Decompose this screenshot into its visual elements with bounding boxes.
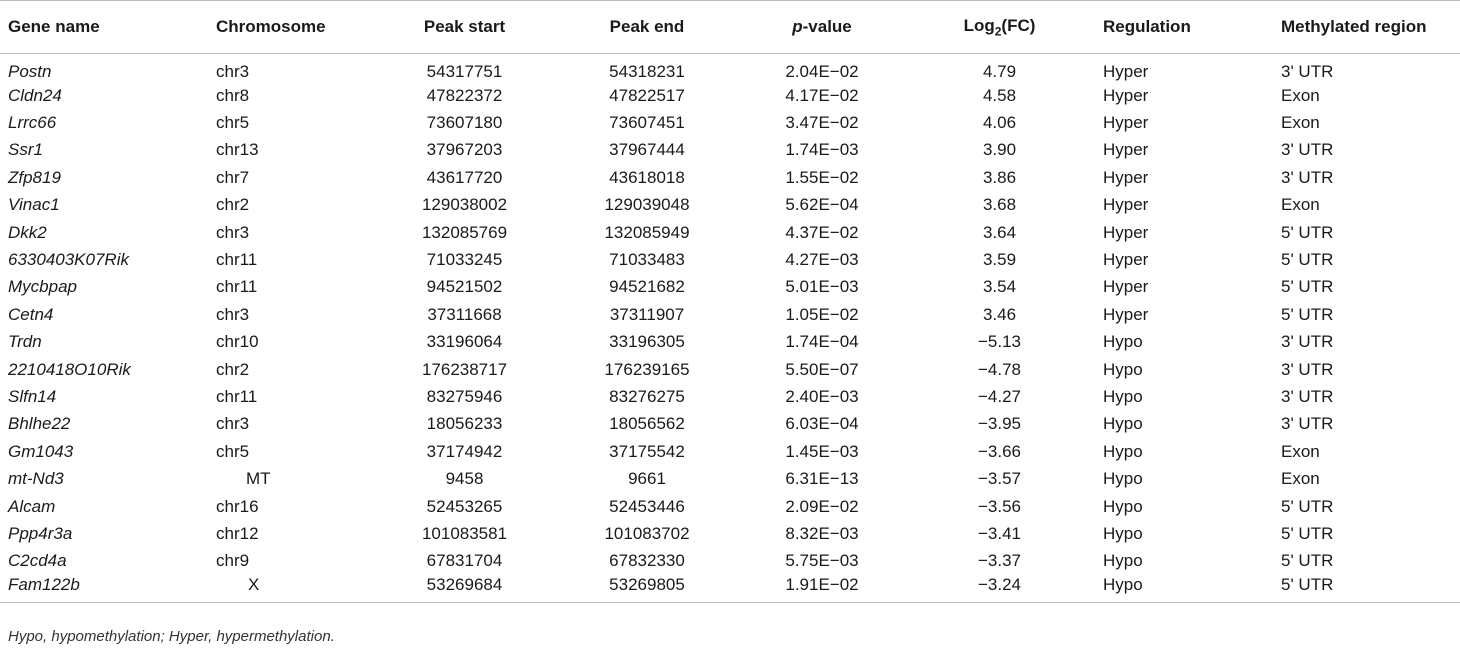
cell-peak-start: 52453265 bbox=[426, 496, 503, 516]
cell-pvalue: 6.31E−13 bbox=[785, 469, 859, 489]
cell-log2fc: 3.59 bbox=[982, 250, 1017, 270]
cell-regulation: Hypo bbox=[1103, 496, 1143, 516]
cell-chromosome: chr12 bbox=[216, 523, 259, 543]
cell-methylated-region: 3' UTR bbox=[1281, 167, 1334, 187]
cell-pvalue: 5.75E−03 bbox=[785, 551, 859, 571]
cell-methylated-region: 5' UTR bbox=[1275, 575, 1460, 602]
cell-pvalue: 1.05E−02 bbox=[785, 304, 859, 324]
cell-gene-name: Slfn14 bbox=[8, 386, 57, 406]
cell-peak-end: 43618018 bbox=[609, 167, 685, 187]
cell-log2fc: 4.58 bbox=[982, 85, 1017, 105]
cell-chromosome: X bbox=[212, 575, 377, 602]
cell-chromosome: chr5 bbox=[216, 113, 250, 133]
table-row bbox=[0, 493, 1460, 520]
cell-peak-end: 33196305 bbox=[609, 332, 685, 352]
cell-peak-start: 94521502 bbox=[426, 277, 503, 297]
table-row bbox=[0, 109, 1460, 136]
cell-log2fc: 3.54 bbox=[982, 277, 1017, 297]
cell-peak-end: 83276275 bbox=[609, 386, 685, 406]
cell-gene-name: Trdn bbox=[8, 332, 42, 352]
cell-peak-end: 37311907 bbox=[609, 304, 685, 324]
header-peak-start: Peak start bbox=[377, 1, 552, 54]
cell-log2fc: 3.90 bbox=[982, 140, 1017, 160]
cell-methylated-region: 5' UTR bbox=[1281, 304, 1334, 324]
cell-methylated-region: 3' UTR bbox=[1281, 140, 1334, 160]
cell-log2fc: −3.37 bbox=[977, 551, 1021, 571]
header-peak-end: Peak end bbox=[552, 1, 742, 54]
cell-peak-start: 33196064 bbox=[426, 332, 503, 352]
table-row bbox=[0, 383, 1460, 410]
cell-regulation: Hyper bbox=[1103, 140, 1149, 160]
cell-gene-name: Zfp819 bbox=[8, 167, 61, 187]
cell-peak-end: 129039048 bbox=[604, 195, 690, 215]
cell-peak-start: 83275946 bbox=[426, 386, 503, 406]
cell-peak-end: 37175542 bbox=[609, 441, 685, 461]
cell-peak-start: 37311668 bbox=[427, 304, 502, 324]
cell-gene-name: Ssr1 bbox=[8, 140, 43, 160]
cell-log2fc: 3.46 bbox=[982, 304, 1017, 324]
cell-peak-start: 9458 bbox=[445, 469, 484, 489]
cell-regulation: Hyper bbox=[1103, 277, 1149, 297]
cell-gene-name: Postn bbox=[8, 62, 52, 81]
cell-pvalue: 2.04E−02 bbox=[785, 62, 859, 81]
cell-peak-start: 37967203 bbox=[426, 140, 503, 160]
cell-pvalue: 4.17E−02 bbox=[785, 85, 859, 105]
cell-chromosome: chr10 bbox=[216, 332, 259, 352]
cell-regulation: Hyper bbox=[1103, 113, 1149, 133]
cell-peak-start: 176238717 bbox=[421, 359, 508, 379]
cell-gene-name: Alcam bbox=[8, 496, 56, 516]
cell-pvalue: 4.37E−02 bbox=[785, 222, 859, 242]
cell-methylated-region: 3' UTR bbox=[1281, 359, 1334, 379]
cell-gene-name: Bhlhe22 bbox=[8, 414, 71, 434]
cell-methylated-region: 5' UTR bbox=[1281, 551, 1334, 571]
table-body bbox=[0, 54, 1460, 603]
cell-pvalue: 1.74E−03 bbox=[785, 140, 859, 160]
cell-gene-name: Dkk2 bbox=[8, 222, 47, 242]
header-log-prefix: Log bbox=[963, 15, 995, 35]
cell-log2fc: 4.79 bbox=[982, 62, 1017, 81]
cell-peak-start: 129038002 bbox=[421, 195, 508, 215]
cell-methylated-region: 3' UTR bbox=[1281, 386, 1334, 406]
cell-chromosome: chr13 bbox=[216, 140, 259, 160]
cell-peak-end: 73607451 bbox=[609, 113, 685, 133]
cell-peak-end: 132085949 bbox=[604, 222, 690, 242]
table-row bbox=[0, 438, 1460, 465]
table-row bbox=[0, 164, 1460, 191]
header-chromosome: Chromosome bbox=[212, 1, 377, 54]
cell-chromosome: chr2 bbox=[216, 359, 250, 379]
cell-pvalue: 2.40E−03 bbox=[785, 386, 859, 406]
cell-chromosome: chr16 bbox=[216, 496, 259, 516]
cell-pvalue: 3.47E−02 bbox=[785, 113, 859, 133]
header-gene-name: Gene name bbox=[0, 1, 212, 54]
cell-peak-start: 101083581 bbox=[421, 523, 508, 543]
cell-pvalue: 1.74E−04 bbox=[785, 332, 859, 352]
cell-gene-name: Lrrc66 bbox=[8, 113, 57, 133]
cell-log2fc: −4.78 bbox=[977, 359, 1021, 379]
cell-log2fc: 3.64 bbox=[982, 222, 1017, 242]
cell-chromosome: MT bbox=[246, 469, 271, 489]
cell-methylated-region: 5' UTR bbox=[1281, 496, 1334, 516]
cell-pvalue: 6.03E−04 bbox=[785, 414, 859, 434]
cell-log2fc: −5.13 bbox=[977, 332, 1021, 352]
cell-pvalue: 1.55E−02 bbox=[785, 167, 859, 187]
cell-pvalue: 1.45E−03 bbox=[785, 441, 859, 461]
table-row bbox=[0, 219, 1460, 246]
cell-gene-name: Gm1043 bbox=[8, 441, 74, 461]
cell-pvalue: 2.09E−02 bbox=[785, 496, 859, 516]
table-row bbox=[0, 192, 1460, 219]
header-pvalue bbox=[742, 1, 902, 54]
cell-log2fc: −3.57 bbox=[977, 469, 1021, 489]
header-log-suffix: (FC) bbox=[1001, 15, 1036, 35]
cell-log2fc: −3.24 bbox=[902, 575, 1097, 602]
cell-log2fc: −3.66 bbox=[977, 441, 1021, 461]
cell-log2fc: −4.27 bbox=[977, 386, 1021, 406]
cell-peak-start: 73607180 bbox=[426, 113, 503, 133]
table-row bbox=[0, 465, 1460, 492]
cell-chromosome: chr11 bbox=[216, 386, 258, 406]
cell-regulation: Hypo bbox=[1103, 441, 1143, 461]
cell-peak-end: 37967444 bbox=[609, 140, 685, 160]
cell-chromosome: chr11 bbox=[216, 277, 258, 297]
cell-regulation: Hypo bbox=[1103, 414, 1143, 434]
table-row bbox=[0, 411, 1460, 438]
cell-peak-end: 18056562 bbox=[609, 414, 685, 434]
cell-log2fc: −3.56 bbox=[977, 496, 1021, 516]
cell-log2fc: 3.86 bbox=[982, 167, 1017, 187]
cell-regulation: Hypo bbox=[1103, 359, 1143, 379]
header-pvalue-p: p bbox=[792, 17, 803, 36]
cell-log2fc: 3.68 bbox=[982, 195, 1017, 215]
header-log-sub: 2 bbox=[994, 24, 1002, 39]
cell-regulation: Hypo bbox=[1103, 469, 1143, 489]
header-pvalue-rest: -value bbox=[802, 17, 852, 36]
cell-gene-name: C2cd4a bbox=[8, 551, 67, 571]
cell-regulation: Hyper bbox=[1103, 195, 1149, 215]
header-row bbox=[0, 1, 1460, 54]
cell-regulation: Hyper bbox=[1103, 250, 1149, 270]
cell-chromosome: chr9 bbox=[216, 551, 250, 571]
cell-methylated-region: 5' UTR bbox=[1281, 523, 1334, 543]
cell-methylated-region: Exon bbox=[1281, 469, 1320, 489]
cell-peak-end: 94521682 bbox=[609, 277, 685, 297]
table-footnote: Hypo, hypomethylation; Hyper, hypermethylation. bbox=[8, 628, 335, 645]
table-row bbox=[0, 575, 1460, 602]
cell-gene-name: Fam122b bbox=[0, 575, 212, 602]
cell-pvalue: 1.91E−02 bbox=[742, 575, 902, 602]
cell-chromosome: chr11 bbox=[216, 250, 258, 270]
cell-methylated-region: 3' UTR bbox=[1281, 414, 1334, 434]
cell-gene-name: 6330403K07Rik bbox=[8, 250, 129, 270]
cell-pvalue: 4.27E−03 bbox=[785, 250, 859, 270]
table-row bbox=[0, 329, 1460, 356]
cell-methylated-region: 5' UTR bbox=[1281, 250, 1334, 270]
cell-peak-end: 71033483 bbox=[609, 250, 685, 270]
cell-gene-name: mt-Nd3 bbox=[8, 469, 64, 489]
cell-regulation: Hyper bbox=[1103, 167, 1149, 187]
cell-peak-end: 176239165 bbox=[604, 359, 690, 379]
table-row bbox=[0, 54, 1460, 83]
cell-regulation: Hyper bbox=[1103, 85, 1149, 105]
cell-regulation: Hypo bbox=[1103, 386, 1143, 406]
cell-chromosome: chr3 bbox=[216, 304, 250, 324]
cell-peak-start: 132085769 bbox=[421, 222, 508, 242]
header-log2fc bbox=[902, 1, 1097, 54]
cell-gene-name: Ppp4r3a bbox=[8, 523, 73, 543]
cell-peak-end: 101083702 bbox=[604, 523, 690, 543]
cell-chromosome: chr3 bbox=[216, 62, 250, 81]
cell-gene-name: Vinac1 bbox=[8, 195, 60, 215]
cell-peak-end: 53269805 bbox=[552, 575, 742, 602]
cell-regulation: Hyper bbox=[1103, 304, 1149, 324]
header-methylated-region: Methylated region bbox=[1275, 1, 1460, 54]
cell-methylated-region: Exon bbox=[1281, 441, 1320, 461]
cell-methylated-region: 3' UTR bbox=[1281, 62, 1334, 81]
cell-pvalue: 5.01E−03 bbox=[785, 277, 859, 297]
table-row bbox=[0, 274, 1460, 301]
cell-pvalue: 5.62E−04 bbox=[785, 195, 859, 215]
cell-regulation: Hyper bbox=[1103, 62, 1149, 81]
cell-regulation: Hypo bbox=[1097, 575, 1275, 602]
cell-chromosome: chr7 bbox=[216, 167, 250, 187]
table-row bbox=[0, 356, 1460, 383]
table-row bbox=[0, 548, 1460, 575]
cell-log2fc: 4.06 bbox=[982, 113, 1017, 133]
cell-peak-start: 53269684 bbox=[377, 575, 552, 602]
cell-methylated-region: Exon bbox=[1281, 113, 1320, 133]
cell-peak-start: 43617720 bbox=[426, 167, 503, 187]
table-row bbox=[0, 301, 1460, 328]
cell-regulation: Hypo bbox=[1103, 551, 1143, 571]
cell-peak-end: 52453446 bbox=[609, 496, 685, 516]
table-row bbox=[0, 520, 1460, 547]
cell-peak-end: 54318231 bbox=[609, 62, 685, 81]
cell-methylated-region: 3' UTR bbox=[1281, 332, 1334, 352]
cell-methylated-region: Exon bbox=[1281, 85, 1320, 105]
cell-gene-name: Cetn4 bbox=[8, 304, 54, 324]
cell-log2fc: −3.41 bbox=[977, 523, 1021, 543]
table-row bbox=[0, 137, 1460, 164]
cell-methylated-region: 5' UTR bbox=[1281, 277, 1334, 297]
cell-peak-end: 47822517 bbox=[609, 85, 685, 105]
cell-methylated-region: Exon bbox=[1281, 195, 1320, 215]
cell-chromosome: chr5 bbox=[216, 441, 250, 461]
cell-peak-start: 18056233 bbox=[426, 414, 503, 434]
cell-gene-name: 2210418O10Rik bbox=[8, 359, 131, 379]
cell-log2fc: −3.95 bbox=[977, 414, 1021, 434]
table-row bbox=[0, 246, 1460, 273]
table-row bbox=[0, 82, 1460, 109]
cell-gene-name: Cldn24 bbox=[8, 85, 62, 105]
cell-peak-end: 9661 bbox=[628, 469, 666, 489]
cell-peak-start: 54317751 bbox=[426, 62, 503, 81]
cell-gene-name: Mycbpap bbox=[8, 277, 77, 297]
header-regulation: Regulation bbox=[1097, 1, 1275, 54]
cell-chromosome: chr3 bbox=[216, 414, 250, 434]
cell-regulation: Hyper bbox=[1103, 222, 1149, 242]
cell-peak-start: 71033245 bbox=[426, 250, 503, 270]
cell-methylated-region: 5' UTR bbox=[1281, 222, 1334, 242]
cell-regulation: Hypo bbox=[1103, 332, 1143, 352]
cell-peak-start: 67831704 bbox=[426, 551, 503, 571]
cell-chromosome: chr8 bbox=[216, 85, 250, 105]
cell-regulation: Hypo bbox=[1103, 523, 1143, 543]
cell-pvalue: 5.50E−07 bbox=[785, 359, 859, 379]
cell-chromosome: chr2 bbox=[216, 195, 250, 215]
cell-pvalue: 8.32E−03 bbox=[785, 523, 859, 543]
cell-peak-end: 67832330 bbox=[609, 551, 685, 571]
cell-chromosome: chr3 bbox=[216, 222, 250, 242]
cell-peak-start: 37174942 bbox=[426, 441, 503, 461]
cell-peak-start: 47822372 bbox=[426, 85, 503, 105]
